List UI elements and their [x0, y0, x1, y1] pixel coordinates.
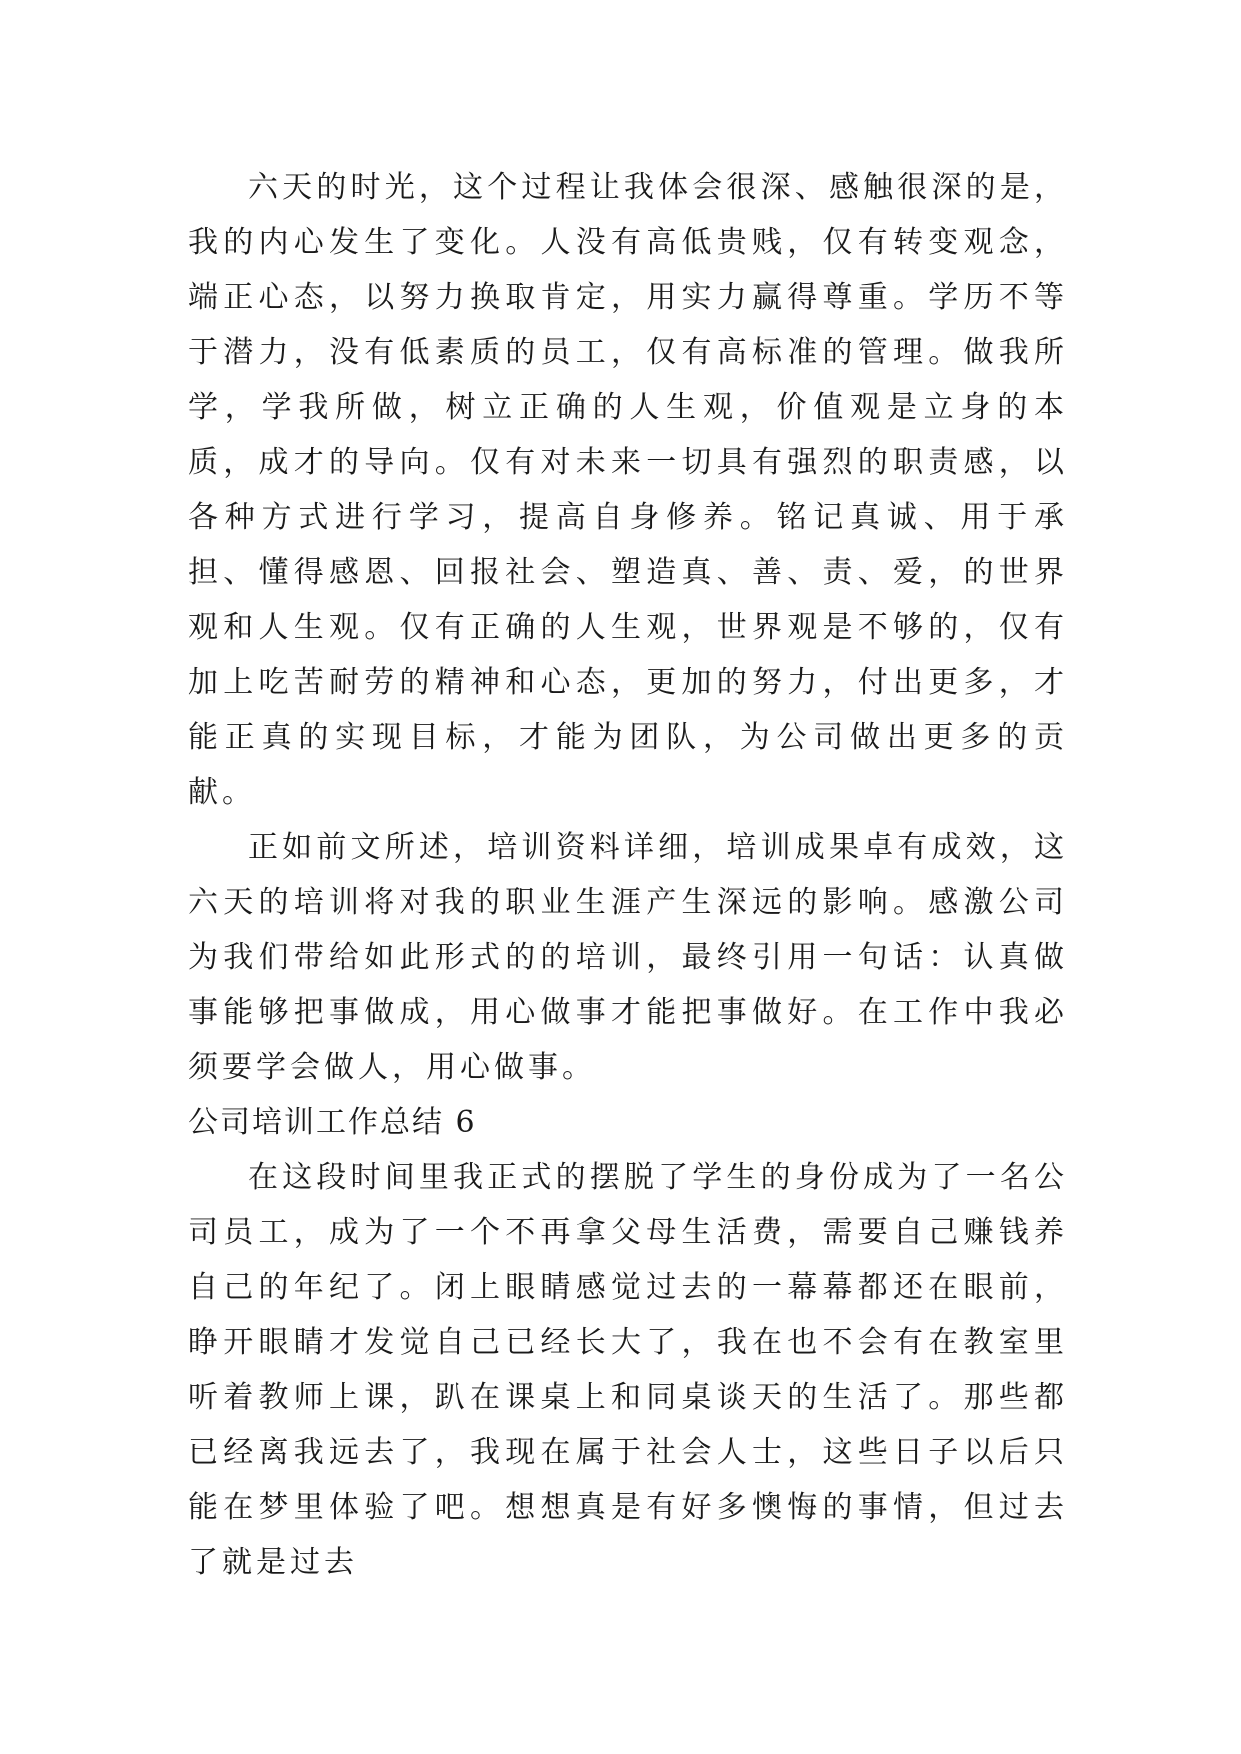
- paragraph-3: 在这段时间里我正式的摆脱了学生的身份成为了一名公司员工，成为了一个不再拿父母生活费，需要自己赚钱养自己的年纪了。闭上眼睛感觉过去的一幕幕都还在眼前，睁开眼睛才发觉自己已经长大了，我在也不会有在教室里听着教师上课，趴在课桌上和同桌谈天的生活了。那些都已经离我远去了，我现在属于社会人士，这些日子以后只能在梦里体验了吧。想想真是有好多懊悔的事情，但过去了就是过去: [188, 1160, 1068, 1580]
- paragraph-2: 正如前文所述，培训资料详细，培训成果卓有成效，这六天的培训将对我的职业生涯产生深远的影响。感激公司为我们带给如此形式的的培训，最终引用一句话：认真做事能够把事做成，用心做事才能把事做好。在工作中我必须要学会做人，用心做事。: [188, 830, 1068, 1085]
- paragraph-1: 六天的时光，这个过程让我体会很深、感触很深的是，我的内心发生了变化。人没有高低贵贱，仅有转变观念，端正心态，以努力换取肯定，用实力赢得尊重。学历不等于潜力，没有低素质的员工，仅有高标准的管理。做我所学，学我所做，树立正确的人生观，价值观是立身的本质，成才的导向。仅有对未来一切具有强烈的职责感，以各种方式进行学习，提高自身修养。铭记真诚、用于承担、懂得感恩、回报社会、塑造真、善、责、爱，的世界观和人生观。仅有正确的人生观，世界观是不够的，仅有加上吃苦耐劳的精神和心态，更加的努力，付出更多，才能正真的实现目标，才能为团队，为公司做出更多的贡献。: [188, 170, 1068, 810]
- document-body: [188, 160, 1068, 1590]
- section-heading: 公司培训工作总结 6: [188, 1105, 477, 1140]
